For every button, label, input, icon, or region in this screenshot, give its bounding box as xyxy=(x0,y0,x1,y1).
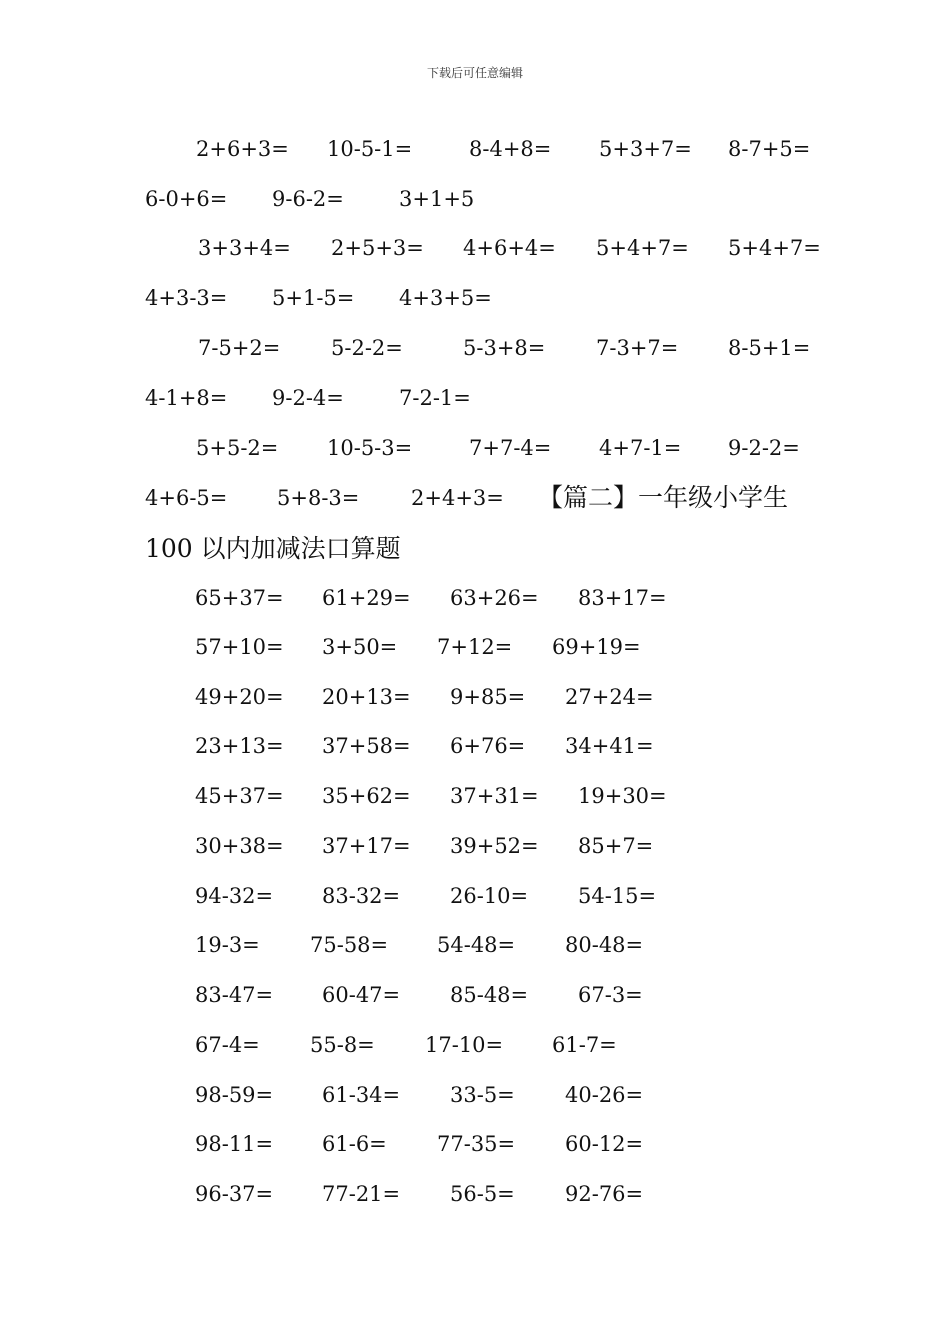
arith-problem: 77-21= xyxy=(322,1182,401,1206)
arith-problem: 9-2-4= xyxy=(272,386,344,410)
arith-problem: 61-34= xyxy=(322,1083,401,1107)
arith-problem: 7+12= xyxy=(437,635,513,659)
arith-problem: 10-5-1= xyxy=(327,137,413,161)
arith-problem: 19-3= xyxy=(195,933,260,957)
arith-problem: 30+38= xyxy=(195,834,284,858)
arith-problem: 35+62= xyxy=(322,784,411,808)
arith-problem: 85-48= xyxy=(450,983,529,1007)
arith-problem: 77-35= xyxy=(437,1132,516,1156)
arith-problem: 9+85= xyxy=(450,685,526,709)
arith-problem: 67-4= xyxy=(195,1033,260,1057)
arith-problem: 7-5+2= xyxy=(198,336,281,360)
arith-problem: 19+30= xyxy=(578,784,667,808)
arith-problem: 92-76= xyxy=(565,1182,644,1206)
arith-problem: 26-10= xyxy=(450,884,529,908)
arith-problem: 94-32= xyxy=(195,884,274,908)
arith-problem: 20+13= xyxy=(322,685,411,709)
arith-problem: 6+76= xyxy=(450,734,526,758)
arith-problem: 54-48= xyxy=(437,933,516,957)
arith-problem: 4+7-1= xyxy=(599,436,682,460)
arith-problem: 2+5+3= xyxy=(331,236,424,260)
arith-problem: 45+37= xyxy=(195,784,284,808)
arith-problem: 2+4+3= xyxy=(411,486,504,510)
arith-problem: 60-47= xyxy=(322,983,401,1007)
arith-problem: 3+1+5 xyxy=(399,187,475,211)
arith-problem: 56-5= xyxy=(450,1182,515,1206)
arith-problem: 7+7-4= xyxy=(469,436,552,460)
page-header: 下载后可任意编辑 xyxy=(426,66,523,80)
arith-problem: 5+4+7= xyxy=(596,236,689,260)
arith-problem: 6-0+6= xyxy=(145,187,228,211)
arith-problem: 69+19= xyxy=(552,635,641,659)
arith-problem: 33-5= xyxy=(450,1083,515,1107)
arith-problem: 34+41= xyxy=(565,734,654,758)
arith-problem: 4+3+5= xyxy=(399,286,492,310)
arith-problem: 4+6+4= xyxy=(463,236,556,260)
arith-problem: 5+4+7= xyxy=(728,236,821,260)
section-heading-continued: 100 以内加减法口算题 xyxy=(145,534,401,563)
arith-problem: 4+3-3= xyxy=(145,286,228,310)
arith-problem: 3+3+4= xyxy=(198,236,291,260)
arith-problem: 3+50= xyxy=(322,635,398,659)
arith-problem: 98-11= xyxy=(195,1132,274,1156)
arith-problem: 83-32= xyxy=(322,884,401,908)
arith-problem: 17-10= xyxy=(425,1033,504,1057)
arith-problem: 2+6+3= xyxy=(196,137,289,161)
arith-problem: 8-7+5= xyxy=(728,137,811,161)
arith-problem: 23+13= xyxy=(195,734,284,758)
arith-problem: 8-5+1= xyxy=(728,336,811,360)
section-heading: 【篇二】一年级小学生 xyxy=(538,483,789,512)
arith-problem: 7-2-1= xyxy=(399,386,471,410)
arith-problem: 61-7= xyxy=(552,1033,617,1057)
arith-problem: 27+24= xyxy=(565,685,654,709)
arith-problem: 80-48= xyxy=(565,933,644,957)
arith-problem: 8-4+8= xyxy=(469,137,552,161)
arith-problem: 5+1-5= xyxy=(272,286,355,310)
arith-problem: 5-3+8= xyxy=(463,336,546,360)
arith-problem: 37+58= xyxy=(322,734,411,758)
arith-problem: 49+20= xyxy=(195,685,284,709)
arith-problem: 39+52= xyxy=(450,834,539,858)
arith-problem: 61-6= xyxy=(322,1132,387,1156)
arith-problem: 5+3+7= xyxy=(599,137,692,161)
arith-problem: 67-3= xyxy=(578,983,643,1007)
arith-problem: 55-8= xyxy=(310,1033,375,1057)
arith-problem: 54-15= xyxy=(578,884,657,908)
arith-problem: 5+5-2= xyxy=(196,436,279,460)
arith-problem: 75-58= xyxy=(310,933,389,957)
arith-problem: 98-59= xyxy=(195,1083,274,1107)
arith-problem: 5-2-2= xyxy=(331,336,403,360)
arith-problem: 63+26= xyxy=(450,586,539,610)
arith-problem: 9-2-2= xyxy=(728,436,800,460)
arith-problem: 40-26= xyxy=(565,1083,644,1107)
arith-problem: 37+31= xyxy=(450,784,539,808)
arith-problem: 60-12= xyxy=(565,1132,644,1156)
arith-problem: 5+8-3= xyxy=(277,486,360,510)
arith-problem: 37+17= xyxy=(322,834,411,858)
arith-problem: 7-3+7= xyxy=(596,336,679,360)
arith-problem: 4+6-5= xyxy=(145,486,228,510)
arith-problem: 83-47= xyxy=(195,983,274,1007)
arith-problem: 9-6-2= xyxy=(272,187,344,211)
arith-problem: 96-37= xyxy=(195,1182,274,1206)
arith-problem: 4-1+8= xyxy=(145,386,228,410)
arith-problem: 57+10= xyxy=(195,635,284,659)
arith-problem: 83+17= xyxy=(578,586,667,610)
arith-problem: 61+29= xyxy=(322,586,411,610)
arith-problem: 10-5-3= xyxy=(327,436,413,460)
arith-problem: 65+37= xyxy=(195,586,284,610)
arith-problem: 85+7= xyxy=(578,834,654,858)
